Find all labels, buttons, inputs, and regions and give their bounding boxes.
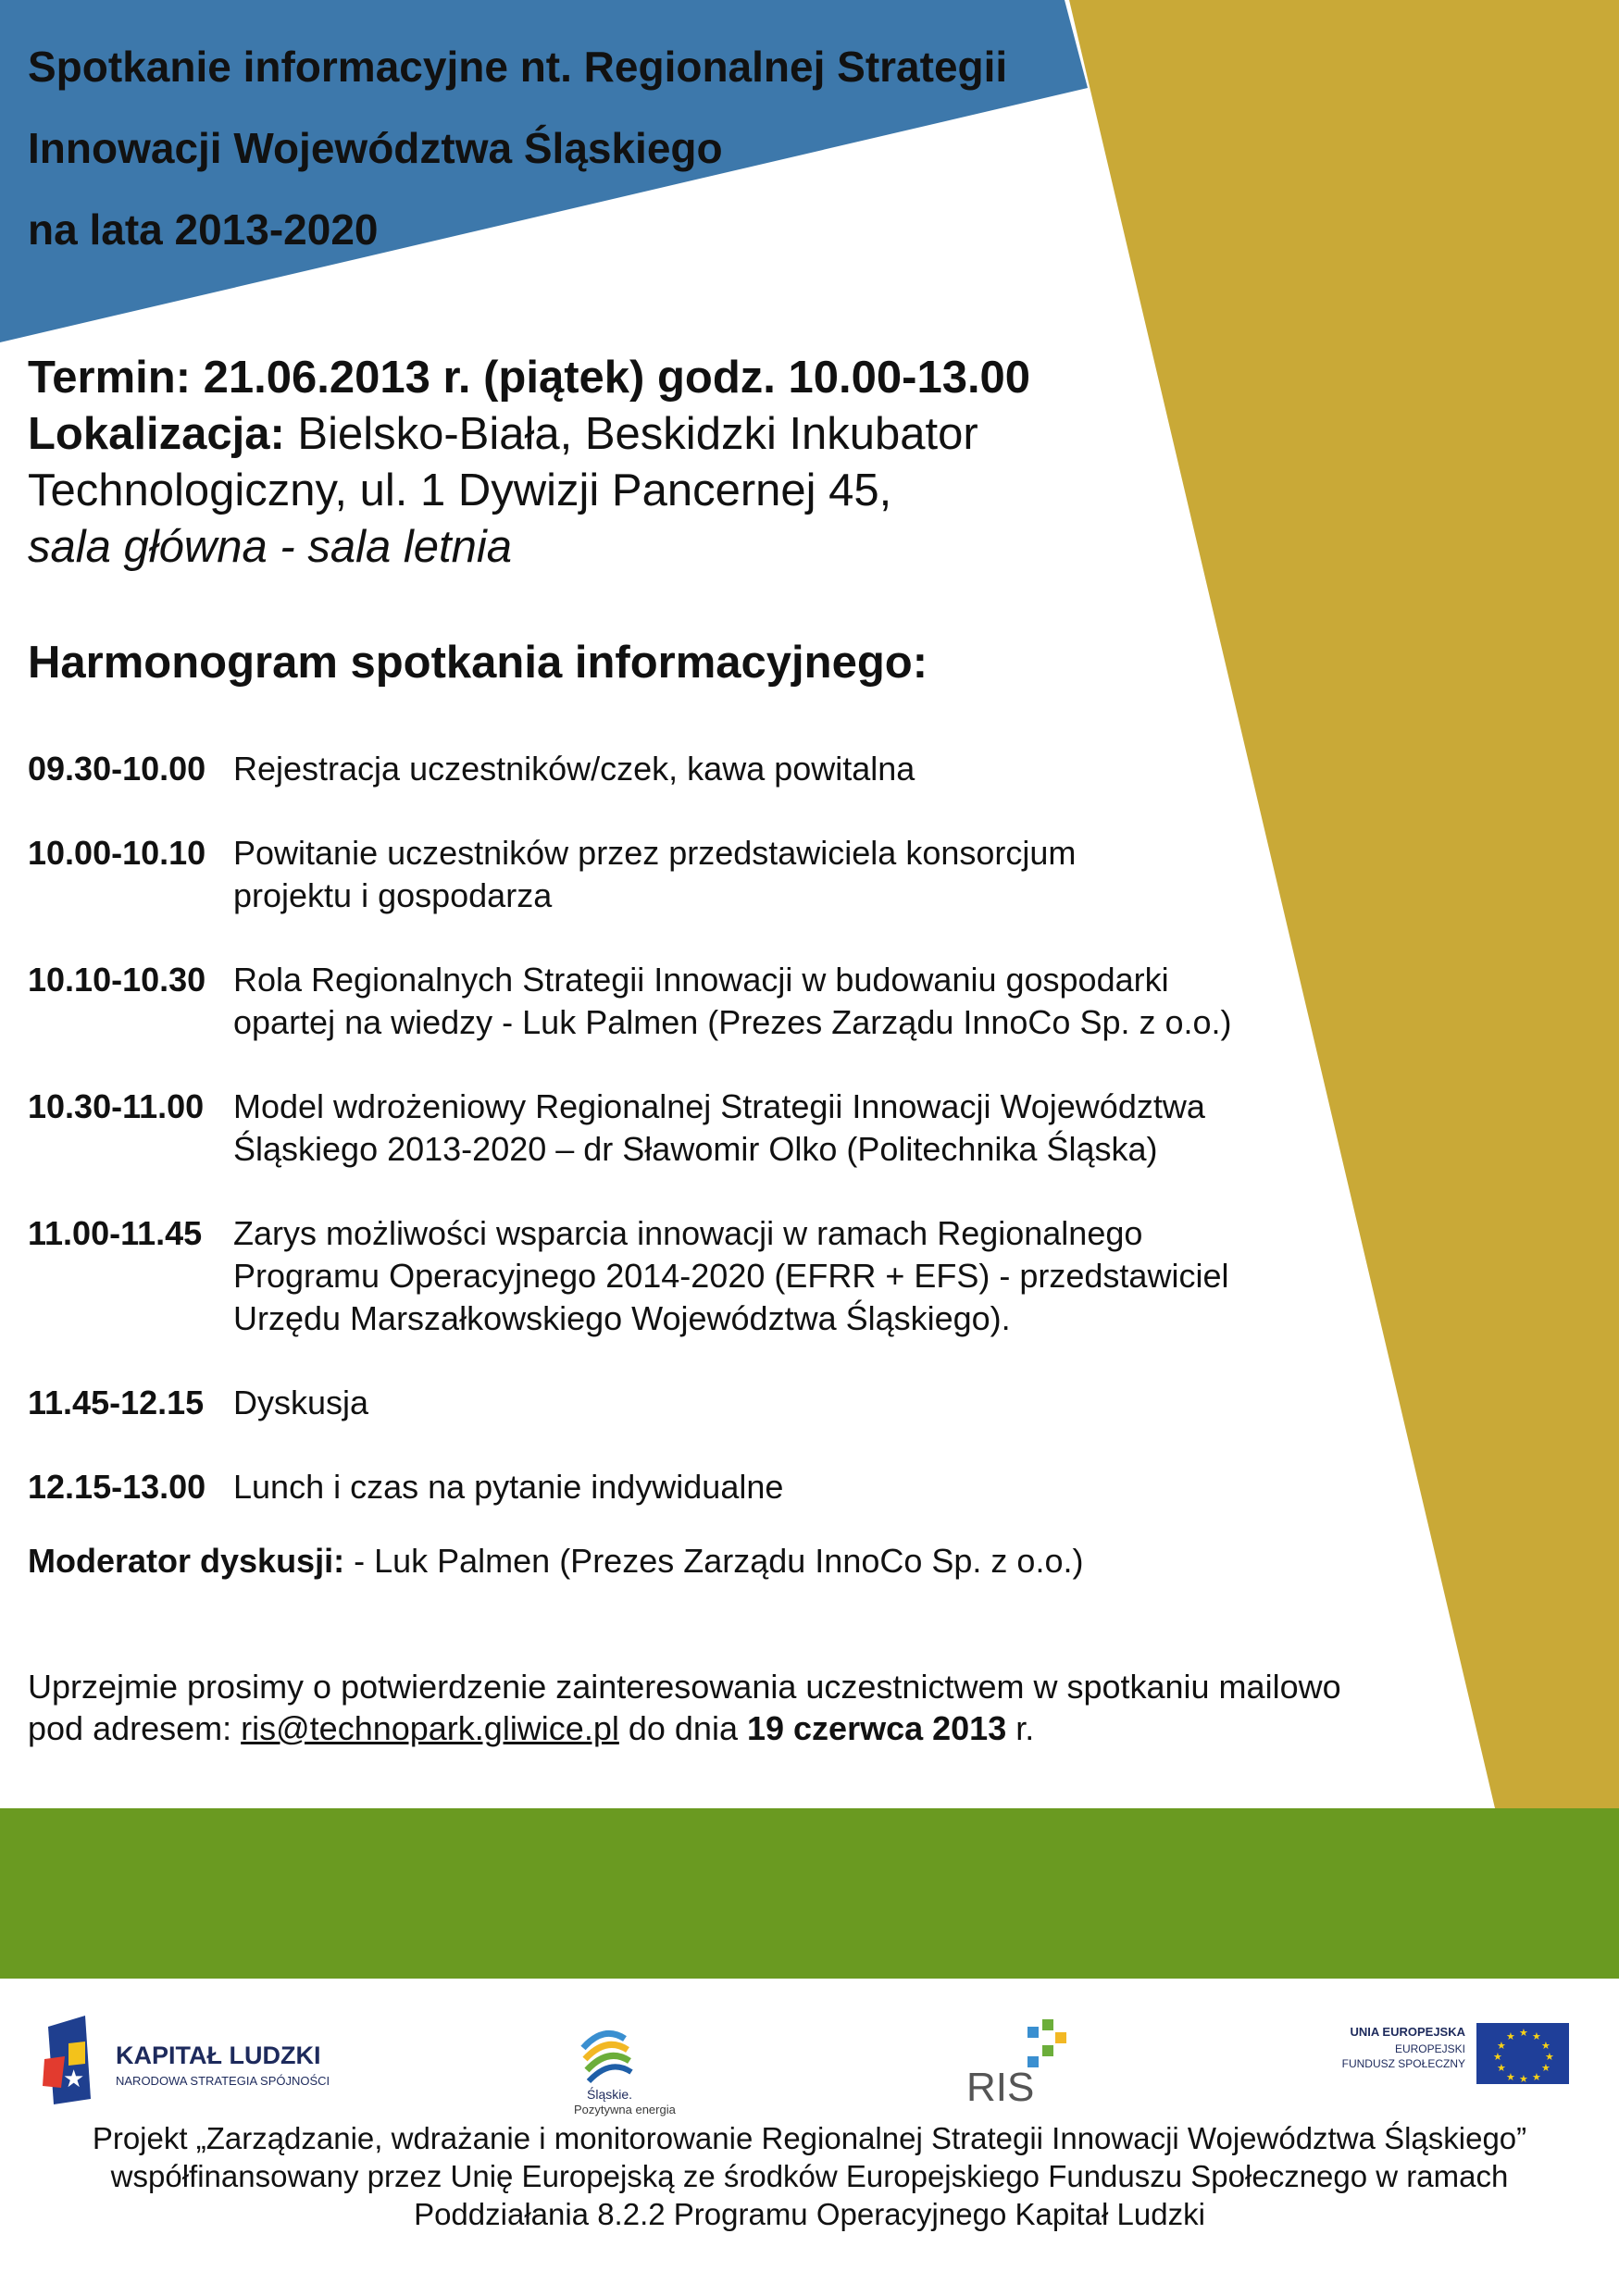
svg-text:★: ★ — [1497, 2040, 1506, 2052]
svg-text:★: ★ — [1541, 2040, 1551, 2052]
deadline-date: 19 czerwca 2013 — [746, 1709, 1007, 1747]
agenda-desc-line: Urzędu Marszałkowskiego Województwa Śląskiego). — [233, 1299, 1011, 1337]
agenda-item — [28, 832, 1351, 917]
kapital-ludzki-sub: NARODOWA STRATEGIA SPÓJNOŚCI — [116, 2074, 330, 2088]
agenda-item — [28, 1086, 1351, 1171]
agenda-desc — [233, 832, 1351, 917]
agenda-time: 12.15-13.00 — [28, 1468, 206, 1506]
location-row — [28, 406, 1120, 463]
agenda-desc-line: Dyskusja — [233, 1384, 369, 1421]
ris-icon — [963, 2008, 1092, 2110]
date-value: 21.06.2013 r. (piątek) godz. 10.00-13.00 — [203, 353, 1031, 403]
ue-efs-logo — [1338, 2016, 1597, 2099]
ue-line1: UNIA EUROPEJSKA — [1350, 2025, 1465, 2039]
agenda-desc — [233, 1212, 1351, 1340]
note-line2 — [28, 1707, 1453, 1749]
svg-text:★: ★ — [1541, 2062, 1551, 2074]
ris-name: RIS — [966, 2065, 1035, 2110]
location-label: Lokalizacja: — [28, 409, 285, 459]
note-pre: pod adresem: — [28, 1709, 242, 1747]
agenda-item — [28, 1466, 1351, 1508]
agenda-desc-line: Rejestracja uczestników/czek, kawa powitalna — [233, 750, 915, 788]
slaskie-sub: Pozytywna energia — [574, 2103, 676, 2116]
agenda-desc-line: Zarys możliwości wsparcia innowacji w ramach Regionalnego — [233, 1214, 1143, 1252]
agenda-time: 11.45-12.15 — [28, 1384, 205, 1421]
agenda-desc-line: Lunch i czas na pytanie indywidualne — [233, 1468, 784, 1506]
ris-logo — [963, 2008, 1092, 2110]
svg-text:★: ★ — [63, 2065, 85, 2092]
slaskie-name: Śląskie. — [587, 2087, 633, 2102]
agenda-desc — [233, 959, 1351, 1044]
agenda-item — [28, 1212, 1351, 1340]
agenda-item — [28, 1382, 1351, 1424]
agenda-time: 10.30-11.00 — [28, 1087, 205, 1125]
agenda-item — [28, 748, 1351, 790]
location-line3: sala główna - sala letnia — [28, 522, 512, 572]
title-line: Spotkanie informacyjne nt. Regionalnej Strategii — [28, 43, 1008, 91]
agenda-desc-line: Programu Operacyjnego 2014-2020 (EFRR + EFS) - przedstawiciel — [233, 1257, 1229, 1295]
agenda-heading: Harmonogram spotkania informacyjnego: — [28, 638, 928, 688]
slaskie-logo — [546, 2006, 685, 2117]
note-post: r. — [1006, 1709, 1035, 1747]
project-footer — [0, 2119, 1619, 2233]
green-band — [0, 1808, 1619, 1979]
agenda-desc — [233, 1466, 1351, 1508]
agenda-item — [28, 959, 1351, 1044]
agenda-desc-line: Powitanie uczestników przez przedstawiciela konsorcjum — [233, 834, 1077, 872]
svg-text:★: ★ — [1519, 2073, 1528, 2085]
agenda-desc — [233, 1382, 1351, 1424]
agenda-time: 10.00-10.10 — [28, 834, 206, 872]
moderator-value: - Luk Palmen (Prezes Zarządu InnoCo Sp. z o.o.) — [354, 1542, 1084, 1580]
svg-text:★: ★ — [1532, 2071, 1541, 2083]
agenda-desc-line: opartej na wiedzy - Luk Palmen (Prezes Zarządu InnoCo Sp. z o.o.) — [233, 1003, 1232, 1041]
agenda-time: 11.00-11.45 — [28, 1214, 203, 1252]
note-mid: do dnia — [618, 1709, 747, 1747]
ue-line3: FUNDUSZ SPOŁECZNY — [1341, 2057, 1465, 2070]
agenda-time: 09.30-10.00 — [28, 750, 206, 788]
note-line1: Uprzejmie prosimy o potwierdzenie zainteresowania uczestnictwem w spotkaniu mailowo — [28, 1668, 1341, 1706]
agenda-desc — [233, 1086, 1351, 1171]
agenda-desc — [233, 748, 1351, 790]
agenda-time: 10.10-10.30 — [28, 961, 206, 999]
event-info — [28, 350, 1120, 576]
title-line: na lata 2013-2020 — [28, 205, 379, 254]
svg-text:★: ★ — [1506, 2071, 1515, 2083]
footer-line: Poddziałania 8.2.2 Programu Operacyjnego Kapitał Ludzki — [414, 2197, 1205, 2231]
logos-bar — [0, 1999, 1619, 2128]
svg-text:★: ★ — [1497, 2062, 1506, 2074]
date-row — [28, 350, 1120, 406]
agenda-desc-line: projektu i gospodarza — [233, 876, 553, 914]
kapital-ludzki-logo — [37, 2008, 342, 2110]
slaskie-icon — [546, 2006, 685, 2117]
ue-line2: EUROPEJSKI — [1394, 2042, 1465, 2055]
title-line: Innowacji Województwa Śląskiego — [28, 124, 723, 172]
agenda-desc-line: Model wdrożeniowy Regionalnej Strategii Innowacji Województwa — [233, 1087, 1205, 1125]
footer-line: Projekt „Zarządzanie, wdrażanie i monitorowanie Regionalnej Strategii Innowacji Województwa Śląskiego” — [92, 2121, 1527, 2155]
location-line2: Technologiczny, ul. 1 Dywizji Pancernej 45, — [28, 465, 892, 515]
moderator-label: Moderator dyskusji: — [28, 1542, 345, 1580]
kapital-ludzki-icon — [37, 2008, 342, 2110]
location-line1: Bielsko-Biała, Beskidzki Inkubator — [297, 409, 978, 459]
footer-line: współfinansowany przez Unię Europejską ze środków Europejskiego Funduszu Społecznego w ramach — [110, 2159, 1509, 2193]
agenda-list — [28, 748, 1351, 1550]
email-link[interactable]: ris@technopark.gliwice.pl — [241, 1709, 619, 1747]
svg-text:★: ★ — [1545, 2051, 1554, 2063]
kapital-ludzki-name: KAPITAŁ LUDZKI — [116, 2042, 321, 2069]
agenda-desc-line: Rola Regionalnych Strategii Innowacji w budowaniu gospodarki — [233, 961, 1169, 999]
page-title — [28, 26, 1065, 270]
svg-text:★: ★ — [1519, 2027, 1528, 2039]
date-label: Termin: — [28, 353, 192, 403]
moderator-line — [28, 1542, 1083, 1581]
confirmation-note — [28, 1666, 1453, 1749]
svg-text:★: ★ — [1493, 2051, 1502, 2063]
agenda-desc-line: Śląskiego 2013-2020 – dr Sławomir Olko (Politechnika Śląska) — [233, 1130, 1158, 1168]
svg-text:★: ★ — [1532, 2030, 1541, 2042]
ue-flag-icon — [1338, 2016, 1597, 2099]
svg-text:★: ★ — [1506, 2030, 1515, 2042]
